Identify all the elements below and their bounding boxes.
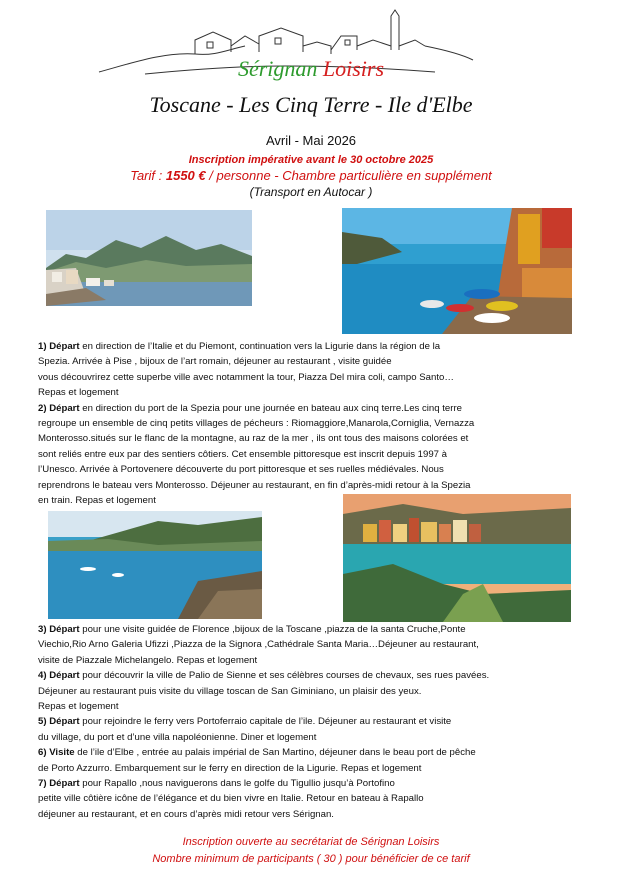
itinerary-text: Déjeuner au restaurant puis visite du village toscan de San Giminiano, un plaisir des yeux. — [38, 685, 422, 697]
itinerary-line — [38, 668, 598, 683]
itinerary-text: en train. Repas et logement — [38, 495, 156, 507]
itinerary-line — [38, 416, 598, 431]
itinerary-line — [38, 339, 598, 354]
itinerary-text: Spezia. Arrivée à Pise , bijoux de l’art romain, déjeuner au restaurant , visite guidée — [38, 356, 392, 368]
itinerary-text: l’Unesco. Arrivée à Portovenere découverte du port pittoresque et ses ruelles médiévales. Nous — [38, 464, 444, 476]
price-label: Tarif : — [130, 168, 163, 183]
itinerary-text: pour une visite guidée de Florence ,bijoux de la Toscane ,piazza de la santa Cruche,Ponte — [79, 624, 466, 635]
price-details: / personne - Chambre particulière en supplément — [209, 168, 492, 183]
itinerary-line — [38, 637, 598, 652]
itinerary-line — [38, 447, 598, 462]
price-line — [0, 168, 622, 183]
itinerary-text: de l’ile d’Elbe , entrée au palais impérial de San Martino, déjeuner dans le beau port de pêche — [74, 747, 476, 759]
itinerary-text: Viechio,Rio Arno Galeria Ufizzi ,Piazza de la Signora ,Cathédrale Santa Maria…Déjeuner au restaurant, — [38, 639, 479, 651]
itinerary-text: de Porto Azzurro. Embarquement sur le ferry en direction de la Ligurie. Repas et logement — [38, 762, 422, 774]
registration-deadline: Inscription impérative avant le 30 octobre 2025 — [188, 154, 434, 166]
itinerary-line — [38, 699, 598, 714]
itinerary-line — [38, 761, 598, 776]
itinerary-line — [38, 730, 598, 745]
itinerary-line — [38, 791, 598, 806]
itinerary-text: en direction du port de la Spezia pour une journée en bateau aux cinq terre.Les cinq terre — [79, 402, 462, 414]
photo-cinque-terre-boats — [342, 208, 572, 334]
itinerary-text: pour rejoindre le ferry vers Portoferraio capitale de l’ile. Déjeuner au restaurant et visite — [79, 716, 452, 728]
page-title: Toscane - Les Cinq Terre - Ile d'Elbe — [149, 92, 473, 117]
itinerary-days-1-2 — [38, 339, 598, 508]
itinerary-line — [38, 776, 598, 791]
itinerary-text: petite ville côtière icône de l’élégance et du bien vivre en Italie. Retour en bateau à Rapallo — [38, 793, 424, 805]
itinerary-text: Monterosso.situés sur le flanc de la montagne, au raz de la mer , ils ont tous des maisons colorées et — [38, 433, 469, 445]
itinerary-line — [38, 478, 598, 493]
itinerary-line — [38, 401, 598, 416]
itinerary-line — [38, 354, 598, 369]
itinerary-line — [38, 370, 598, 385]
day-label: 4) Départ — [38, 670, 80, 682]
itinerary-line — [38, 622, 598, 637]
itinerary-line — [38, 653, 598, 668]
itinerary-text: Repas et logement — [38, 701, 119, 713]
itinerary-text: pour découvrir la ville de Palio de Sienne et ses célèbres courses de chevaux, ses rues pavées. — [79, 670, 490, 682]
itinerary-line — [38, 807, 598, 822]
itinerary-days-3-7 — [38, 622, 598, 822]
photo-elba-coast — [46, 210, 252, 306]
price-value: 1550 € — [165, 168, 206, 183]
day-label: 3) Départ — [38, 624, 80, 635]
transport-note: (Transport en Autocar ) — [249, 185, 373, 199]
itinerary-line — [38, 714, 598, 729]
photo-vernazza — [343, 494, 571, 622]
itinerary-text: visite de Piazzale Michelangelo. Repas et logement — [38, 654, 258, 666]
itinerary-text: du village, du port et d’une villa napoléonienne. Diner et logement — [38, 731, 317, 743]
itinerary-line — [38, 462, 598, 477]
day-label: 6) Visite — [38, 747, 75, 759]
itinerary-text: pour Rapallo ,nous naviguerons dans le golfe du Tigullio jusqu’à Portofino — [79, 778, 395, 790]
footer-minimum-participants: Nombre minimum de participants ( 30 ) pour bénéficier de ce tarif — [152, 853, 470, 865]
brand-name — [0, 56, 622, 82]
itinerary-text: regroupe un ensemble de cinq petits villages de pécheurs : Riomaggiore,Manarola,Corniglia, Vernazza — [38, 418, 475, 430]
itinerary-line — [38, 385, 598, 400]
day-label: 2) Départ — [38, 402, 80, 414]
itinerary-text: reprendrons le bateau vers Monterosso. Déjeuner au restaurant, en fin d’après-midi retour à la Spezia — [38, 479, 471, 491]
trip-dates: Avril - Mai 2026 — [265, 133, 357, 148]
day-label: 1) Départ — [38, 341, 80, 352]
itinerary-text: déjeuner au restaurant, et en cours d’après midi retour vers Sérignan. — [38, 808, 334, 820]
footer-registration: Inscription ouverte au secrétariat de Sérignan Loisirs — [182, 836, 440, 848]
itinerary-line — [38, 431, 598, 446]
photo-elba-bay — [48, 511, 262, 619]
day-label: 5) Départ — [38, 716, 80, 728]
brand-part-1: Sérignan — [237, 56, 318, 81]
itinerary-line — [38, 745, 598, 760]
itinerary-text: sont reliés entre eux par des sentiers côtiers. Cet ensemble pittoresque est inscrit depuis 1997 à — [38, 448, 448, 460]
itinerary-text: Repas et logement — [38, 387, 119, 399]
itinerary-line — [38, 684, 598, 699]
itinerary-text: vous découvrirez cette superbe ville avec notamment la tour, Piazza Del mira coli, campo Santo… — [38, 371, 454, 383]
brand-part-2: Loisirs — [322, 56, 385, 81]
itinerary-text: en direction de l’Italie et du Piemont, continuation vers la Ligurie dans la région de la — [79, 341, 441, 352]
day-label: 7) Départ — [38, 778, 80, 790]
